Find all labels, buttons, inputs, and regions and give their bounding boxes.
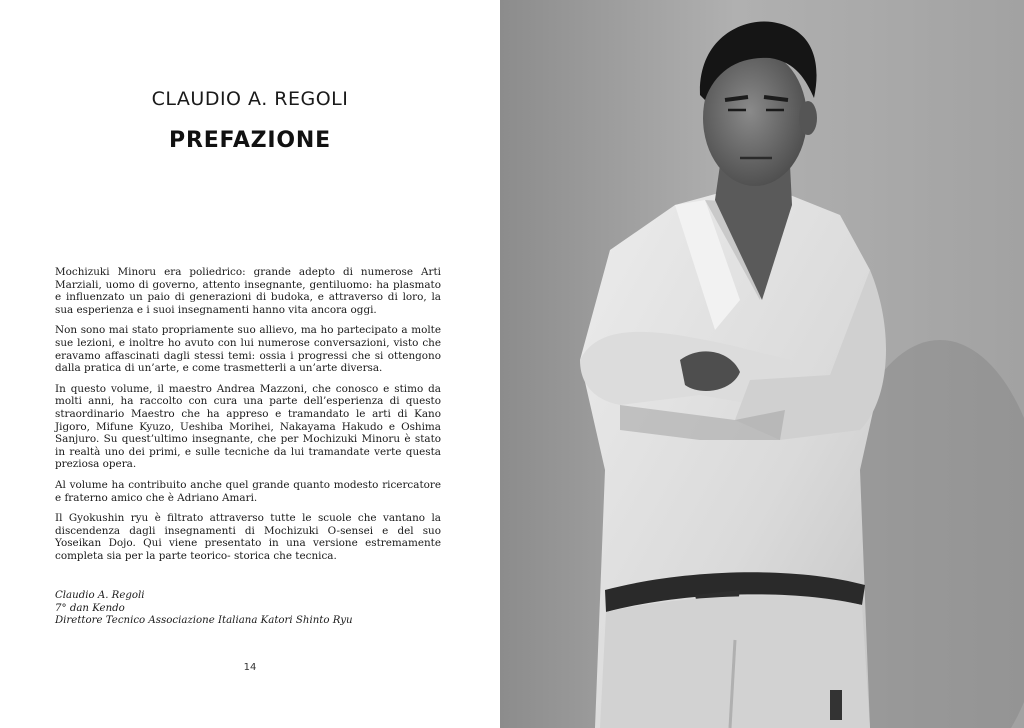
paragraph-5: Il Gyokushin ryu è filtrato attraverso tutte le scuole che vantano la discendenza dagli insegnamenti di Mochizuki O-sensei e del suo Yoseikan Dojo. Qui viene presentato in una versione estremamente completa sia per la parte teorico- storica che tecnica.	[55, 512, 441, 562]
ear	[799, 101, 817, 135]
signature-block	[55, 590, 475, 628]
preface-body	[55, 266, 441, 570]
right-page	[500, 0, 1024, 728]
page-number: 14	[243, 662, 257, 673]
chapter-title: PREFAZIONE	[169, 128, 331, 153]
left-page	[0, 0, 500, 728]
martial-artist-portrait-photo	[500, 0, 1024, 728]
paragraph-2: Non sono mai stato propriamente suo allievo, ma ho partecipato a molte sue lezioni, e inoltre ho avuto con lui numerose conversazioni, visto che eravamo affascinati dagli stessi temi: ossia i progressi che si ottengono dalla pratica di un’arte, e come trasmetterli a un’arte diversa.	[55, 324, 441, 375]
pants-patch	[830, 690, 842, 720]
signature-role: Direttore Tecnico Associazione Italiana Katori Shinto Ryu	[55, 615, 353, 627]
author-heading: CLAUDIO A. REGOLI	[151, 88, 349, 110]
signature-name: Claudio A. Regoli	[55, 590, 145, 601]
paragraph-3: In questo volume, il maestro Andrea Mazzoni, che conosco e stimo da molti anni, ha raccolto con cura una parte dell’esperienza di questo straordinario Maestro che ha appreso e tramandato le arti di Kano Jigoro, Mifune Kyuzo, Ueshiba Morihei, Nakayama Hakudo e Oshima Sanjuro. Su quest’ultimo insegnante, che per Mochizuki Minoru è stato in realtà uno dei primi, e sulle tecniche da lui tramandate verte questa preziosa opera.	[55, 382, 441, 471]
paragraph-1: Mochizuki Minoru era poliedrico: grande adepto di numerose Arti Marziali, uomo di governo, attento insegnante, gentiluomo: ha plasmato e influenzato un paio di generazioni di budoka, e attraverso di loro, la sua esperienza e i suoi insegnamenti hanno vita ancora oggi.	[55, 266, 441, 316]
paragraph-4: Al volume ha contribuito anche quel grande quanto modesto ricercatore e fraterno amico che è Adriano Amari.	[55, 478, 441, 504]
signature-rank: 7° dan Kendo	[55, 602, 125, 614]
